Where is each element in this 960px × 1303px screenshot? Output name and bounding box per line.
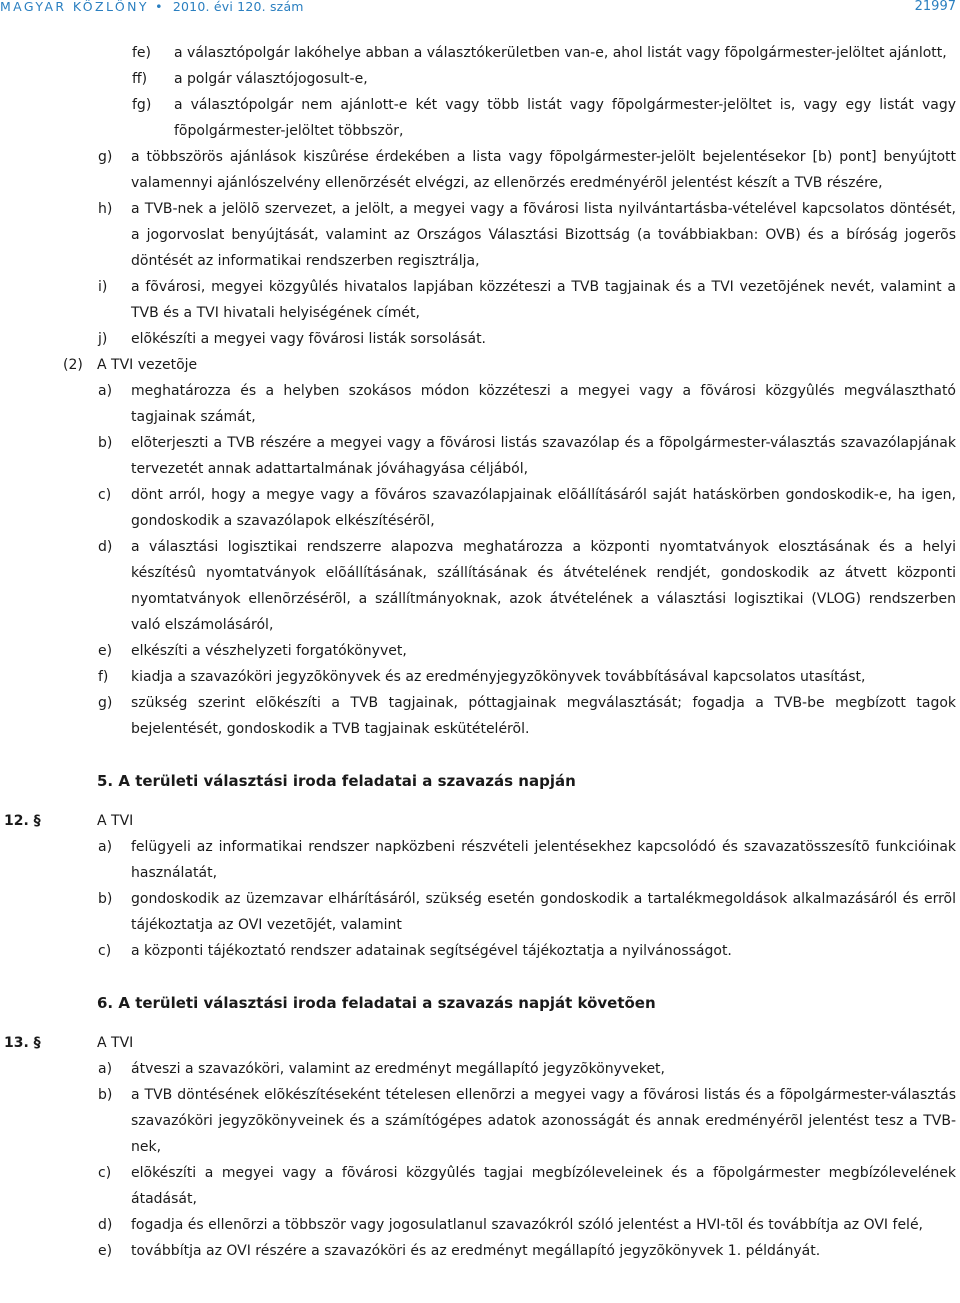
item-label: e) [98,1243,113,1259]
section-number: 13. § [4,1035,41,1051]
item-text: átveszi a szavazóköri, valamint az eredményt megállapító jegyzõkönyveket, [131,1061,665,1077]
list-item [0,1056,960,1082]
item-label: c) [98,943,112,959]
item-label: d) [98,1217,113,1233]
item-label: g) [98,695,113,711]
item-label: a) [98,1061,113,1077]
list-item-g [0,144,960,196]
list-item [0,1212,960,1238]
item-label: d) [98,539,113,555]
list-item-fe [0,40,960,66]
item-label: b) [98,1087,113,1103]
item-text: a választópolgár lakóhelye abban a választókerületben van-e, ahol listát vagy fõpolgármester-jelöltet ajánlott, [174,45,947,61]
document-body [0,40,960,1264]
list-item [0,1160,960,1212]
list-item [0,664,960,690]
item-text: felügyeli az informatikai rendszer napközbeni részvételi jelentésekhez kapcsolódó és szavazatösszesítõ funkcióinak használatát, [131,839,956,881]
item-text: a választópolgár nem ajánlott-e két vagy több listát vagy fõpolgármester-jelöltet is, vagy egy listát vagy fõpolgármester-jelöltet többször, [174,97,956,139]
bullet-icon: • [155,0,163,14]
item-label: b) [98,891,113,907]
item-text: elõkészíti a megyei vagy a fõvárosi közgyûlés tagjai megbízóleveleinek és a fõpolgármester megbízólevelének átadását, [131,1165,956,1207]
item-text: a központi tájékoztató rendszer adatainak segítségével tájékoztatja a nyilvánosságot. [131,943,732,959]
item-label: j) [98,331,108,347]
item-label: a) [98,383,113,399]
list-item [0,834,960,886]
item-label: e) [98,643,113,659]
item-text: a többszörös ajánlások kiszûrése érdekében a lista vagy fõpolgármester-jelölt bejelentésekor [b) pont] benyújtott valamennyi ajánlószelvény ellenõrzését elvégzi, az ellenõrzés eredményérõl jelentést készít a TVB részére, [131,149,956,191]
item-text: továbbítja az OVI részére a szavazóköri és az eredményt megállapító jegyzõkönyvek 1. példányát. [131,1243,821,1259]
item-label: fe) [132,45,152,61]
list-item-h [0,196,960,274]
item-text: a polgár választójogosult-e, [174,71,368,87]
page-header [0,0,960,14]
paragraph-text: A TVI vezetõje [97,357,198,373]
item-text: szükség szerint elõkészíti a TVB tagjainak, póttagjainak megválasztását; fogadja a TVB-be megbízott tagok bejelentését, gondoskodik a TVB tagjainak eskütételérõl. [131,695,956,737]
item-text: fogadja és ellenõrzi a többször vagy jogosulatlanul szavazókról szóló jelentést a HVI-tõl és továbbítja az OVI felé, [131,1217,924,1233]
item-label: fg) [132,97,152,113]
publication-name: MAGYAR KÖZLÖNY [0,0,149,14]
list-item [0,482,960,534]
section-lead: A TVI [97,813,134,829]
section-6-title: 6. A területi választási iroda feladatai a szavazás napját követõen [97,994,656,1012]
item-text: kiadja a szavazóköri jegyzõkönyvek és az eredményjegyzõkönyvek továbbításával kapcsolatos utasítást, [131,669,866,685]
item-label: c) [98,487,112,503]
item-text: dönt arról, hogy a megye vagy a fõváros szavazólapjainak elõállításáról saját hatáskörben gondoskodik-e, ha igen, gondoskodik a szavazólapok elkészítésérõl, [131,487,956,529]
issue-label: 2010. évi 120. szám [172,0,304,14]
section-lead: A TVI [97,1035,134,1051]
item-text: elõterjeszti a TVB részére a megyei vagy a fõvárosi listás szavazólap és a fõpolgármester-választás szavazólapjának tervezetét annak adattartalmának jóváhagyása céljából, [131,435,956,477]
list-item-fg [0,92,960,144]
list-item [0,638,960,664]
page-number: 21997 [914,0,956,14]
list-item-i [0,274,960,326]
list-item [0,378,960,430]
section-5-title: 5. A területi választási iroda feladatai a szavazás napján [97,772,576,790]
section-number: 12. § [4,813,41,829]
item-text: a TVB-nek a jelölõ szervezet, a jelölt, a megyei vagy a fõvárosi lista nyilvántartásba-vételével kapcsolatos döntését, a jogorvoslat benyújtását, valamint az Országos Választási Bizottság (a továbbiakban: OVB) és a bíróság jogerõs döntését az informatikai rendszerben regisztrálja, [131,201,956,269]
list-item [0,938,960,964]
item-label: ff) [132,71,148,87]
item-text: a választási logisztikai rendszerre alapozva meghatározza a központi nyomtatványok elosztásának és a helyi készítésû nyomtatványok elõállításának, szállításának és átvételének rendjét, gondoskodik az átvett központi nyomtatványok ellenõrzésérõl, a szállítmányoknak, azok átvételének a választási logisztikai (VLOG) rendszerben való elszámolásáról, [131,539,956,633]
list-item [0,534,960,638]
item-text: a TVB döntésének elõkészítéseként tételesen ellenõrzi a megyei vagy a fõvárosi listás és a fõpolgármester-választás szavazóköri jegyzõkönyveinek és a számítógépes adatok azonosságát és annak eredményérõl jelentést tesz a TVB-nek, [131,1087,956,1155]
list-item [0,1082,960,1160]
item-text: a fõvárosi, megyei közgyûlés hivatalos lapjában közzéteszi a TVB tagjainak és a TVI vezetõjének nevét, valamint a TVB és a TVI hivatali helyiségének címét, [131,279,956,321]
item-label: f) [98,669,109,685]
list-item [0,886,960,938]
item-label: i) [98,279,108,295]
list-item [0,430,960,482]
section-13-heading [0,1030,960,1056]
list-item [0,690,960,742]
item-text: gondoskodik az üzemzavar elhárításáról, szükség esetén gondoskodik a tartalékmegoldások alkalmazásáról és errõl tájékoztatja az OVI vezetõjét, valamint [131,891,956,933]
item-label: a) [98,839,113,855]
item-label: c) [98,1165,112,1181]
list-item-j [0,326,960,352]
list-item [0,1238,960,1264]
paragraph-number: (2) [63,357,83,373]
item-label: b) [98,435,113,451]
list-item-ff [0,66,960,92]
item-text: elõkészíti a megyei vagy fõvárosi listák sorsolását. [131,331,487,347]
section-12-heading [0,808,960,834]
running-head [0,0,304,14]
paragraph-2-heading [0,352,960,378]
item-label: h) [98,201,113,217]
item-text: meghatározza és a helyben szokásos módon közzéteszi a megyei vagy a fõvárosi közgyûlés megválasztható tagjainak számát, [131,383,956,425]
item-label: g) [98,149,113,165]
item-text: elkészíti a vészhelyzeti forgatókönyvet, [131,643,407,659]
